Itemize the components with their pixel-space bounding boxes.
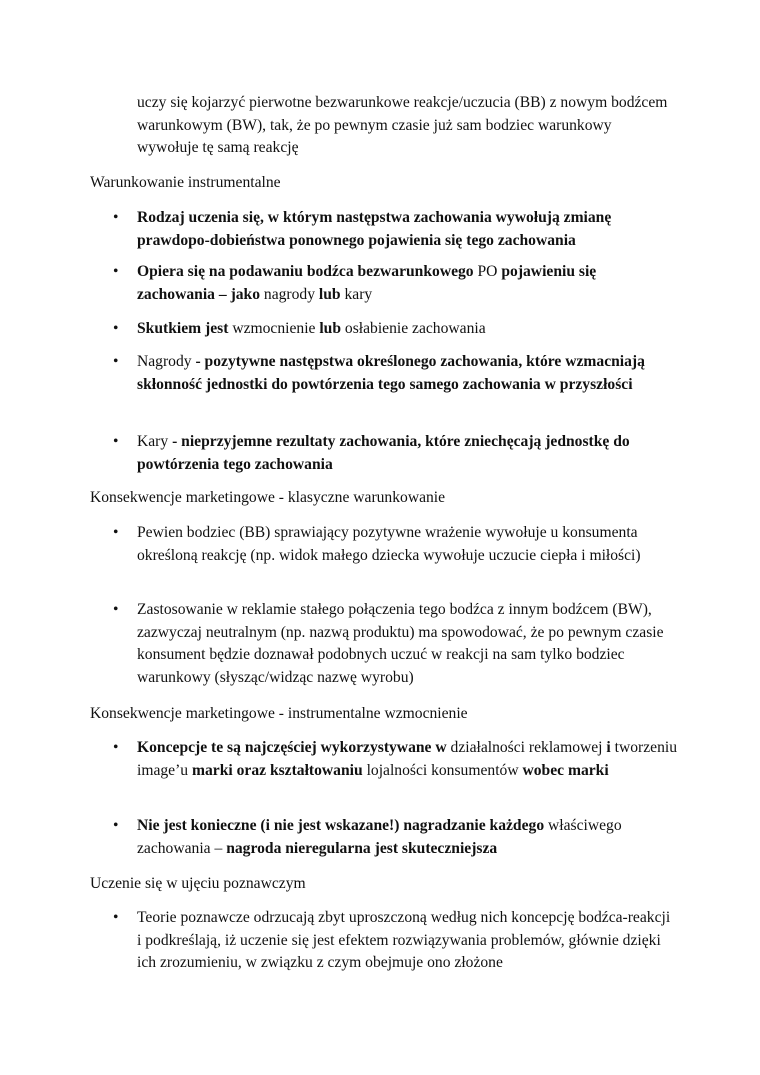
continuation-paragraph: uczy się kojarzyć pierwotne bezwarunkowe reakcje/uczucia (BB) z nowym bodźcem warunkowym (BW), tak, że po pewnym czasie już sam bodziec warunkowy wywołuje tę samą reakcję xyxy=(137,94,668,156)
list-item xyxy=(113,599,677,689)
bold-text-run: lub xyxy=(319,320,345,337)
list-item xyxy=(113,207,677,252)
list-item xyxy=(113,261,677,306)
bold-text-run: Nie jest konieczne (i nie jest wskazane!) nagradzanie każdego xyxy=(137,817,549,834)
list-item xyxy=(113,815,677,860)
section-heading-classical-marketing: Konsekwencje marketingowe - klasyczne warunkowanie xyxy=(90,489,446,506)
bullet-marker: • xyxy=(113,209,119,226)
bullet-marker: • xyxy=(113,263,119,280)
bold-text-run: - pozytywne następstwa określonego zachowania, które wzmacniają skłonność jednostki do powtórzenia tego samego zachowania w przyszłości xyxy=(137,353,645,393)
bullet-marker: • xyxy=(113,817,119,834)
list-item xyxy=(113,318,677,341)
text-run: tworzeniu image’u xyxy=(137,739,681,779)
bullet-marker: • xyxy=(113,353,119,370)
text-run: Zastosowanie w reklamie stałego połączenia tego bodźca z innym bodźcem (BW), zazwyczaj neutralnym (np. nazwą produktu) ma spowodować, że po pewnym czasie konsument będzie doznawał podobnych uczuć w reakcji na sam tylko bodziec warunkowy (słysząc/widząc nazwę wyrobu) xyxy=(137,601,668,686)
text-run: PO xyxy=(477,263,502,280)
bold-text-run: lub xyxy=(318,285,345,303)
text-run: osłabienie zachowania xyxy=(344,320,486,337)
text-run: nagrody xyxy=(263,285,319,303)
bullet-marker: • xyxy=(113,601,119,618)
bullet-marker: • xyxy=(113,524,119,541)
bullet-marker: • xyxy=(113,739,119,756)
list-item xyxy=(113,351,677,396)
bullet-marker: • xyxy=(113,433,119,450)
bullet-marker: • xyxy=(113,320,119,337)
list-item xyxy=(113,522,677,567)
bold-text-run: nagroda nieregularna jest skuteczniejsza xyxy=(226,839,498,857)
bold-text-run: - nieprzyjemne rezultaty zachowania, które zniechęcają jednostkę do powtórzenia tego zachowania xyxy=(137,433,630,473)
bold-text-run: i xyxy=(606,739,615,756)
text-run: Teorie poznawcze odrzucają zbyt uproszczoną według nich koncepcję bodźca-reakcji i podkreślają, iż uczenie się jest efektem rozwiązywania problemów, głównie dzięki ich zrozumieniu, w związku z czym obejmuje ono złożone xyxy=(137,909,675,971)
bullet-marker: • xyxy=(113,909,119,926)
bold-text-run: Rodzaj uczenia się, w którym następstwa zachowania wywołują zmianę prawdopo-dobieństwa ponownego pojawienia się tego zachowania xyxy=(137,209,612,249)
text-run: Pewien bodziec (BB) sprawiający pozytywne wrażenie wywołuje u konsumenta określoną reakcję (np. widok małego dziecka wywołuje uczucie ciepła i miłości) xyxy=(137,524,642,564)
list-item xyxy=(113,737,681,782)
bold-text-run: pojawieniu się zachowania – jako xyxy=(137,263,597,303)
text-run: wzmocnienie xyxy=(232,320,320,337)
list-item xyxy=(113,431,677,476)
text-run: Kary xyxy=(137,433,173,450)
bold-text-run: Skutkiem jest xyxy=(137,320,233,337)
bold-text-run: wobec marki xyxy=(522,761,609,779)
section-heading-instrumental: Warunkowanie instrumentalne xyxy=(90,174,281,191)
bold-text-run: Opiera się na podawaniu bodźca bezwarunkowego xyxy=(137,263,478,280)
text-run: lojalności konsumentów xyxy=(366,761,523,779)
bold-text-run: Koncepcje te są najczęściej wykorzystywane w xyxy=(137,739,451,756)
text-run: działalności reklamowej xyxy=(450,739,607,756)
text-run: kary xyxy=(344,285,373,303)
bold-text-run: marki oraz kształtowaniu xyxy=(192,761,367,779)
list-item xyxy=(113,907,677,975)
section-heading-cognitive: Uczenie się w ujęciu poznawczym xyxy=(90,875,306,892)
text-run: Nagrody xyxy=(137,353,196,370)
text-run: właściwego zachowania – xyxy=(137,817,626,857)
section-heading-instrumental-marketing: Konsekwencje marketingowe - instrumentalne wzmocnienie xyxy=(90,705,468,722)
